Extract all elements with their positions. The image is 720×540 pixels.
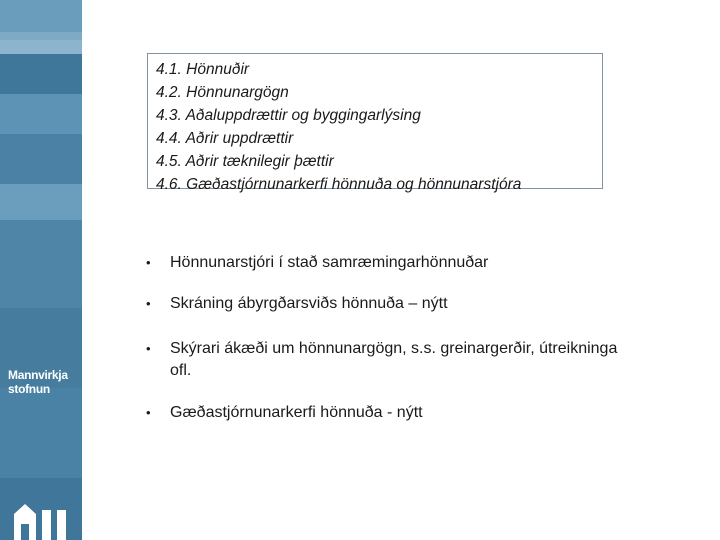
sidebar-band xyxy=(0,40,82,54)
building-logo-icon xyxy=(12,500,74,540)
bullet-item xyxy=(146,338,630,382)
toc-box xyxy=(147,53,603,193)
sidebar-band xyxy=(0,94,82,134)
sidebar-band xyxy=(0,54,82,94)
bullet-marker: • xyxy=(146,255,151,270)
toc-item: 4.5. Aðrir tæknilegir þættir xyxy=(156,153,334,170)
logo-line-1: Mannvirkja xyxy=(8,368,68,382)
logo-text xyxy=(8,368,68,396)
bullet-text: Hönnunarstjóri í stað samræmingarhönnuðar xyxy=(170,254,489,271)
bullet-item xyxy=(146,252,630,274)
bullet-item xyxy=(146,293,630,315)
sidebar-band xyxy=(0,220,82,308)
toc-item: 4.4. Aðrir uppdrættir xyxy=(156,130,294,147)
bullet-marker: • xyxy=(146,296,151,311)
toc-item: 4.3. Aðaluppdrættir og byggingarlýsing xyxy=(156,107,421,124)
sidebar-band xyxy=(0,0,82,32)
bullet-text: Gæðastjórnunarkerfi hönnuða - nýtt xyxy=(170,404,423,421)
bullet-item xyxy=(146,402,630,424)
bullet-text: Skráning ábyrgðarsviðs hönnuða – nýtt xyxy=(170,295,448,312)
toc-item: 4.1. Hönnuðir xyxy=(156,61,250,78)
sidebar-band xyxy=(0,388,82,478)
bullet-text: Skýrari ákæði um hönnunargögn, s.s. greinargerðir, útreikninga ofl. xyxy=(170,340,618,379)
sidebar-band xyxy=(0,134,82,184)
logo-line-2: stofnun xyxy=(8,382,50,396)
sidebar-band xyxy=(0,32,82,40)
toc-item: 4.2. Hönnunargögn xyxy=(156,84,289,101)
bullet-marker: • xyxy=(146,405,151,420)
sidebar-band xyxy=(0,184,82,220)
bullet-marker: • xyxy=(146,341,151,356)
toc-item: 4.6. Gæðastjórnunarkerfi hönnuða og hönnunarstjóra xyxy=(156,176,522,193)
sidebar-decor xyxy=(0,0,82,540)
